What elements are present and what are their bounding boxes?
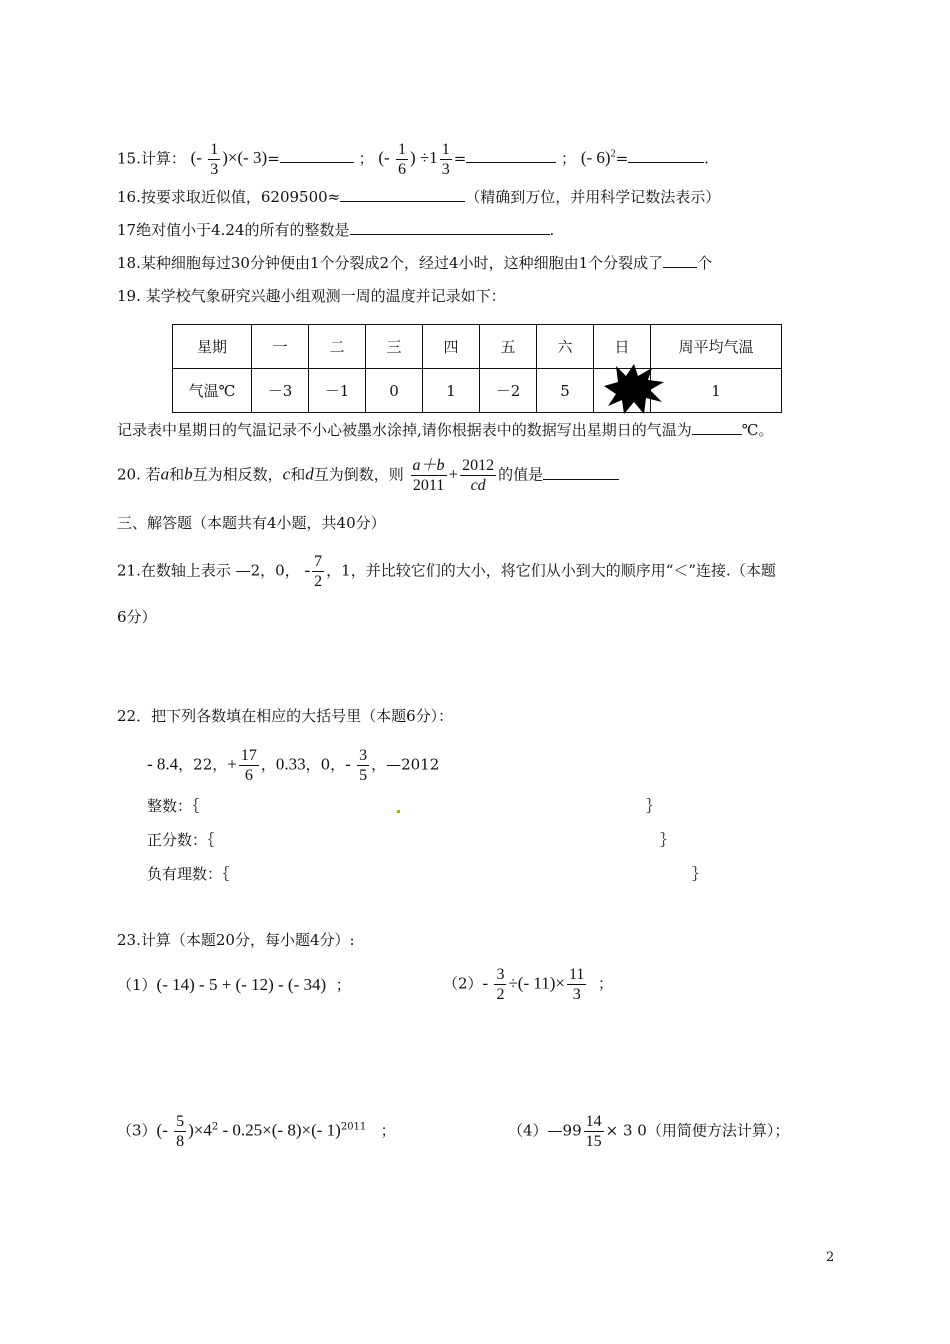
q23-p1-expr: (- 14) - 5 + (- 12) - (- 34): [156, 975, 327, 994]
q21-minus: -: [304, 560, 311, 580]
q21-post: ，1，并比较它们的大小，将它们从小到大的顺序用“＜”连接.（本题: [326, 561, 776, 580]
table-cell: 六: [537, 325, 594, 369]
q23-p1: [117, 975, 351, 995]
table-cell: 日: [594, 325, 651, 369]
q23-p3-rest: - 0.25×(- 8)×(- 1): [218, 1120, 341, 1140]
q23-p4: [508, 1112, 789, 1151]
q15-eq2: =: [453, 149, 467, 168]
q23-p4-rest: × 3 0（用简便方法计算）；: [605, 1121, 790, 1140]
q23-p3-frac: $\frac{5}{8}$: [176, 1113, 185, 1150]
q22-n6: ，0，: [305, 755, 346, 774]
q22-n5: 0.33: [275, 754, 306, 774]
q23-p3: [117, 1112, 396, 1151]
q15-end: .: [704, 149, 709, 168]
q23-p3-exp1: 2: [211, 1121, 219, 1133]
q21-cont: 6分）: [117, 608, 157, 626]
q15-label: 15.计算：: [117, 149, 186, 168]
q20-frac2: $\frac{2012}{cd}$: [462, 457, 495, 494]
table-cell: 二: [309, 325, 366, 369]
q23-semi2: ；: [597, 974, 613, 993]
q19-after: 记录表中星期日的气温记录不小心被墨水涂掉,请你根据表中的数据写出星期日的气温为: [117, 421, 692, 439]
q22-int-close: ｝: [646, 797, 662, 815]
q16-line: [117, 186, 720, 207]
table-header-row: [173, 325, 782, 369]
q22-n4: ，: [260, 755, 276, 774]
table-cell: 1: [651, 369, 782, 413]
q19-after-line: [117, 419, 774, 440]
q22-minus: -: [345, 754, 356, 774]
q20-plus: +: [448, 464, 459, 484]
q23-p4-frac: $\frac{14}{15}$: [585, 1113, 602, 1150]
q23-p3-expr: ×4: [193, 1120, 212, 1140]
q20-line: [117, 456, 619, 495]
q17-text: 17绝对值小于4.24的所有的整数是: [117, 221, 350, 239]
q23-p3-exp2: 2011: [340, 1121, 367, 1133]
q22-int-label: 整数：｛: [147, 797, 200, 815]
table-cell: －1: [309, 369, 366, 413]
q22-frac1: $\frac{17}{6}$: [240, 747, 257, 784]
q21-line: [117, 552, 776, 591]
table-data-row: [173, 369, 782, 413]
table-cell: 0: [366, 369, 423, 413]
q22-pos-close: ｝: [660, 831, 676, 849]
q20-frac1: $\frac{a+b}{2011}$: [412, 457, 445, 494]
q22-pos-frac: [147, 830, 215, 850]
q20-var-d: d: [305, 464, 314, 484]
q23-p2: [443, 965, 613, 1004]
q19-line: [117, 286, 506, 306]
q15-eq3: =: [615, 149, 629, 168]
q22-n2: ，22，: [178, 755, 228, 774]
q15-blank1[interactable]: [280, 147, 354, 163]
q15-expr1: (- $\frac{1}{3}$ )×(- 3): [190, 141, 268, 178]
table-cell: 气温℃: [173, 369, 252, 413]
q19-blank[interactable]: [692, 419, 742, 435]
q22-integers: [147, 796, 200, 816]
q20-pre: 20. 若: [117, 465, 161, 484]
q15-sep2: ；: [561, 149, 577, 168]
q23-p2-mid: ÷(- 11)×: [508, 973, 565, 993]
q20-mid2: 互为倒数，则: [313, 465, 404, 484]
q23-p3-label: （3）: [117, 1121, 157, 1140]
q20-mid1: 互为相反数，: [192, 465, 283, 484]
table-cell: 1: [423, 369, 480, 413]
q22-line: 22．把下列各数填在相应的大括号里（本题6分）：: [117, 707, 454, 725]
q22-neg-close: ｝: [692, 865, 708, 883]
table-cell: 星期: [173, 325, 252, 369]
table-cell: 一: [252, 325, 309, 369]
q15-expr3: (- 6)$^2$: [580, 148, 616, 168]
q23-p2-minus: -: [482, 973, 493, 993]
q22-neg-label: 负有理数：｛: [147, 865, 230, 883]
table-cell: －2: [480, 369, 537, 413]
q22-neg: [147, 864, 230, 884]
q22-n8: ，—2012: [371, 755, 440, 774]
table-cell: 周平均气温: [651, 325, 782, 369]
q22-frac2: $\frac{3}{5}$: [359, 747, 368, 784]
temperature-table: [172, 324, 782, 413]
q16-text: 16.按要求取近似值，6209500≈: [117, 188, 341, 206]
q23-p2-frac2: $\frac{11}{3}$: [569, 966, 585, 1003]
q23-p2-label: （2）: [443, 974, 483, 993]
section3-heading: 三、解答题（本题共有4小题，共40分）: [117, 514, 386, 532]
q20-and2: 和: [290, 465, 306, 484]
q18-line: [117, 252, 712, 273]
q20-blank[interactable]: [543, 464, 619, 480]
q23-p4-label: （4）—99: [508, 1121, 582, 1140]
q19-text: 19. 某学校气象研究兴趣小组观测一周的温度并记录如下：: [117, 287, 506, 305]
q18-text: 18.某种细胞每过30分钟便由1个分裂成2个，经过4小时，这种细胞由1个分裂成了: [117, 254, 664, 272]
q20-var-b: b: [184, 464, 193, 484]
table-cell: －3: [252, 369, 309, 413]
ink-blot-icon: [604, 364, 666, 416]
q20-and1: 和: [169, 465, 185, 484]
q15-blank3[interactable]: [628, 147, 704, 163]
q23-p2-frac1: $\frac{3}{2}$: [496, 966, 505, 1003]
q20-var-a: a: [160, 464, 170, 484]
q17-end: .: [549, 221, 555, 239]
q15-eq1: =: [267, 149, 280, 168]
q16-note: （精确到万位，并用科学记数法表示）: [465, 188, 721, 206]
q15-sep1: ；: [358, 149, 374, 168]
q15-line: [117, 140, 709, 179]
q23-p3-open: (-: [156, 1120, 173, 1140]
q22-plus: +: [227, 754, 237, 774]
q17-blank[interactable]: [350, 219, 550, 235]
q20-post: 的值是: [498, 465, 544, 484]
q21-pre: 21.在数轴上表示 —2，0，: [117, 561, 300, 580]
dot-mark: [397, 810, 400, 813]
q17-line: [117, 219, 554, 240]
q22-pos-label: 正分数：｛: [147, 831, 215, 849]
q23-semi1: ；: [335, 976, 351, 994]
table-cell: 三: [366, 325, 423, 369]
q23-p3-close: ): [188, 1120, 194, 1140]
q23-line: 23.计算（本题20分，每小题4分）:: [117, 931, 355, 949]
q21-frac: $\frac{7}{2}$: [314, 553, 323, 590]
page-number: 2: [826, 1250, 835, 1265]
q22-n1: - 8.4: [147, 754, 179, 774]
q15-blank2[interactable]: [466, 147, 556, 163]
q16-blank[interactable]: [340, 186, 465, 202]
table-cell: 五: [480, 325, 537, 369]
q15-expr2: (- $\frac{1}{6}$ ) ÷1 $\frac{1}{3}$: [378, 141, 450, 178]
q18-blank[interactable]: [663, 252, 697, 268]
table-cell: 四: [423, 325, 480, 369]
q22-numbers: [147, 746, 439, 785]
q23-p1-label: （1）: [117, 976, 157, 994]
q18-end: 个: [697, 254, 713, 272]
q19-unit: ℃。: [741, 421, 774, 439]
q20-var-c: c: [282, 464, 291, 484]
table-cell: 5: [537, 369, 594, 413]
q23-semi3: ；: [380, 1121, 396, 1140]
